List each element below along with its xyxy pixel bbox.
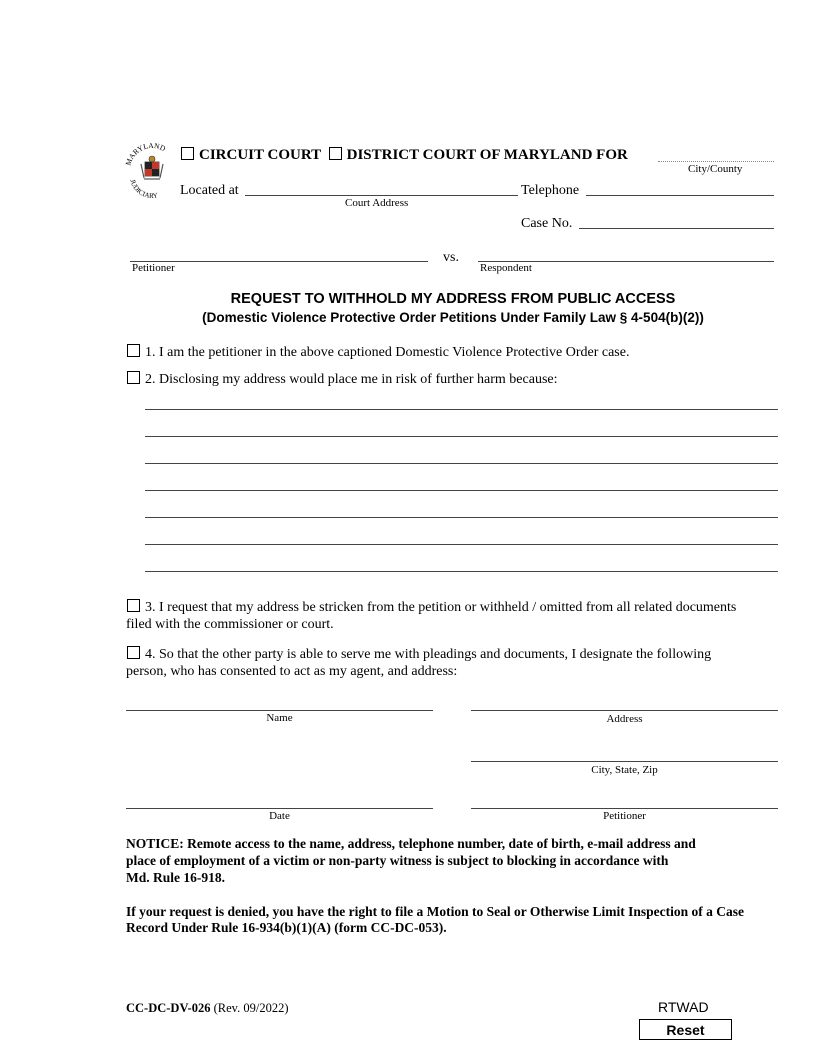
vs-label: vs. bbox=[443, 250, 459, 265]
case-no-label: Case No. bbox=[521, 216, 573, 231]
form-code: RTWAD bbox=[658, 999, 709, 1015]
telephone-field[interactable] bbox=[586, 182, 774, 196]
agent-name-label: Name bbox=[266, 712, 293, 724]
svg-text:MARYLAND: MARYLAND bbox=[124, 140, 168, 167]
item-1-checkbox[interactable] bbox=[127, 344, 140, 357]
court-line bbox=[181, 147, 628, 164]
denied-line-2: Record Under Rule 16-934(b)(1)(A) (form CC-DC-053). bbox=[126, 920, 447, 935]
circuit-court-checkbox[interactable] bbox=[181, 147, 194, 160]
petitioner-signature-field[interactable] bbox=[471, 795, 778, 809]
item-3-text-2: filed with the commissioner or court. bbox=[126, 617, 334, 632]
date-field[interactable] bbox=[126, 795, 433, 809]
item-1-text: 1. I am the petitioner in the above captioned Domestic Violence Protective Order case. bbox=[145, 345, 630, 360]
agent-address-field[interactable] bbox=[471, 697, 778, 711]
agent-city-field[interactable] bbox=[471, 748, 778, 762]
circuit-court-label: CIRCUIT COURT bbox=[199, 147, 321, 163]
item-4 bbox=[127, 646, 711, 663]
harm-line[interactable] bbox=[145, 530, 778, 545]
petitioner-label: Petitioner bbox=[132, 262, 175, 274]
form-subtitle: (Domestic Violence Protective Order Petitions Under Family Law § 4-504(b)(2)) bbox=[202, 310, 704, 325]
item-4-checkbox[interactable] bbox=[127, 646, 140, 659]
item-3-checkbox[interactable] bbox=[127, 599, 140, 612]
court-address-label: Court Address bbox=[345, 197, 409, 209]
item-2-checkbox[interactable] bbox=[127, 371, 140, 384]
reset-button[interactable]: Reset bbox=[639, 1019, 732, 1040]
petitioner-signature-label: Petitioner bbox=[603, 810, 646, 822]
respondent-field[interactable] bbox=[478, 248, 774, 262]
agent-name-field[interactable] bbox=[126, 697, 433, 711]
item-3-text-1: 3. I request that my address be stricken from the petition or withheld / omitted from all related documents bbox=[145, 600, 737, 615]
city-county-field[interactable] bbox=[658, 146, 774, 162]
agent-city-label: City, State, Zip bbox=[591, 764, 658, 776]
notice-line-2: place of employment of a victim or non-party witness is subject to blocking in accordance with bbox=[126, 853, 669, 868]
item-1 bbox=[127, 344, 629, 361]
item-4-text-1: 4. So that the other party is able to serve me with pleadings and documents, I designate the following bbox=[145, 647, 712, 662]
form-id-code: CC-DC-DV-026 bbox=[126, 1001, 211, 1015]
district-court-checkbox[interactable] bbox=[329, 147, 342, 160]
item-4-text-2: person, who has consented to act as my agent, and address: bbox=[126, 664, 458, 679]
form-title: REQUEST TO WITHHOLD MY ADDRESS FROM PUBLIC ACCESS bbox=[230, 291, 676, 307]
court-address-field[interactable] bbox=[245, 182, 518, 196]
case-no-field[interactable] bbox=[579, 215, 774, 229]
harm-line[interactable] bbox=[145, 449, 778, 464]
agent-address-label: Address bbox=[606, 713, 643, 725]
item-2-text: 2. Disclosing my address would place me in risk of further harm because: bbox=[145, 372, 558, 387]
harm-line[interactable] bbox=[145, 422, 778, 437]
denied-line-1: If your request is denied, you have the right to file a Motion to Seal or Otherwise Limit Inspection of a Case bbox=[126, 904, 744, 919]
notice-line-1: NOTICE: Remote access to the name, address, telephone number, date of birth, e-mail address and bbox=[126, 836, 696, 851]
harm-line[interactable] bbox=[145, 395, 778, 410]
notice-line-3: Md. Rule 16-918. bbox=[126, 870, 225, 885]
district-court-label: DISTRICT COURT OF MARYLAND FOR bbox=[346, 147, 628, 163]
petitioner-field[interactable] bbox=[130, 248, 428, 262]
date-label: Date bbox=[269, 810, 290, 822]
respondent-label: Respondent bbox=[480, 262, 532, 274]
harm-reason-lines[interactable] bbox=[145, 395, 778, 572]
harm-line[interactable] bbox=[145, 557, 778, 572]
item-3 bbox=[127, 599, 736, 616]
item-2 bbox=[127, 371, 558, 388]
harm-line[interactable] bbox=[145, 503, 778, 518]
located-at-label: Located at bbox=[180, 183, 239, 198]
telephone-label: Telephone bbox=[521, 183, 580, 198]
city-county-label: City/County bbox=[688, 163, 743, 175]
svg-text:JUDICIARY: JUDICIARY bbox=[128, 178, 159, 201]
form-id bbox=[126, 1001, 288, 1016]
harm-line[interactable] bbox=[145, 476, 778, 491]
form-revision: (Rev. 09/2022) bbox=[213, 1001, 289, 1015]
maryland-judiciary-seal bbox=[124, 140, 180, 202]
